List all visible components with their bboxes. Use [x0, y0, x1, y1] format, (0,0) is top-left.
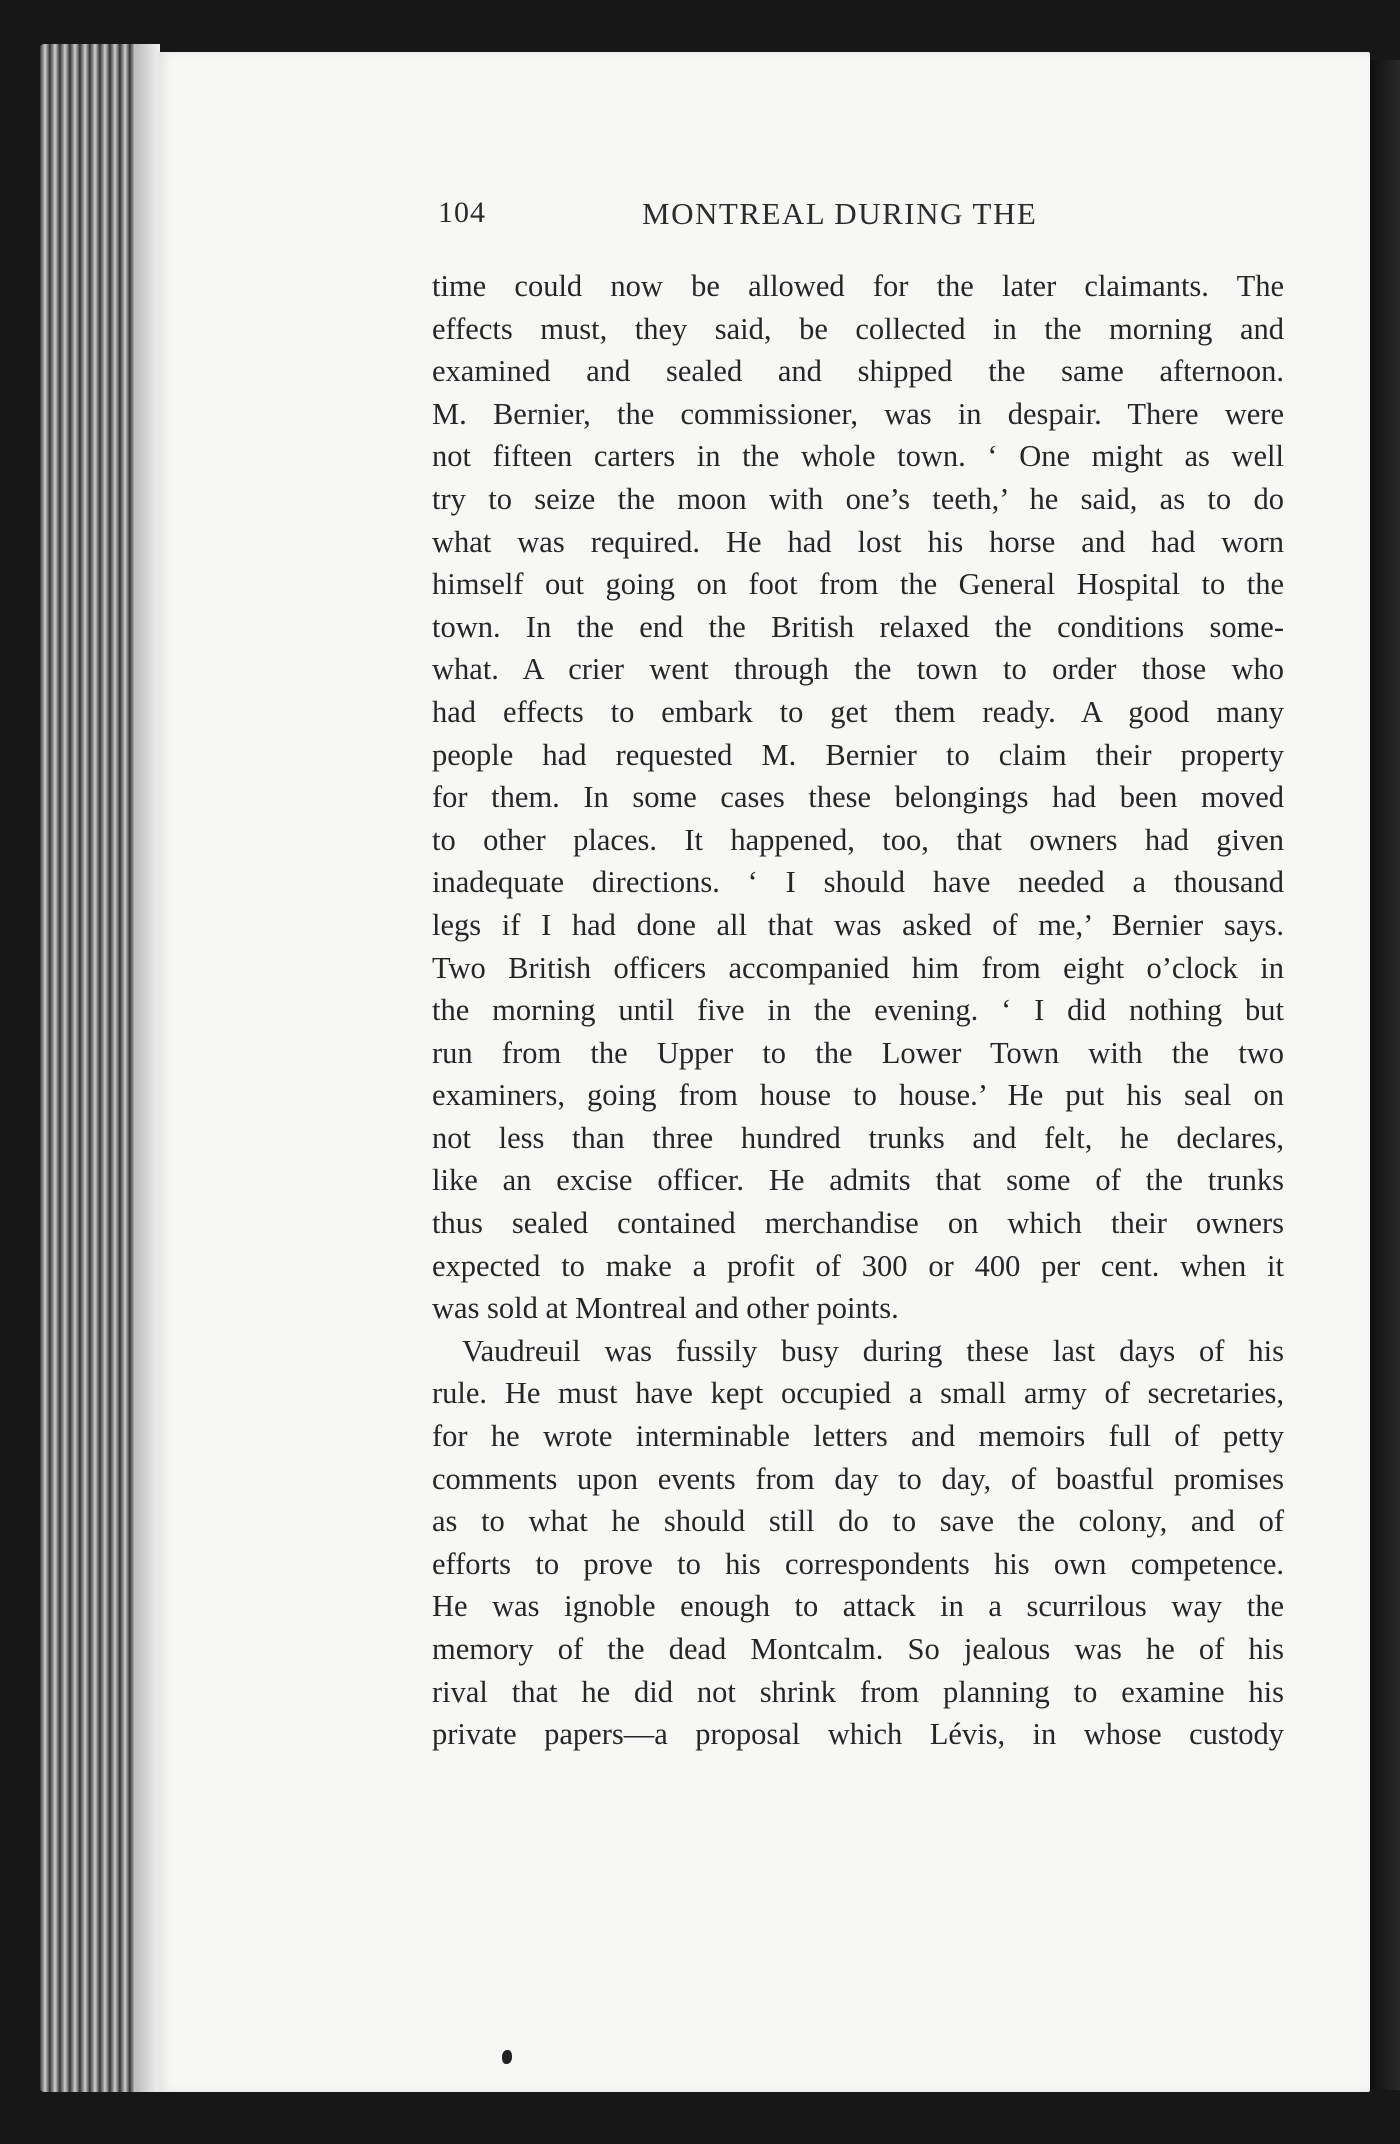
text-line: for them. In some cases these belongings had been moved — [432, 780, 1284, 815]
text-line: rival that he did not shrink from planning to examine his — [432, 1674, 1284, 1709]
book-page-edges — [40, 44, 160, 2092]
text-line: private papers—a proposal which Lévis, in whose custody — [432, 1717, 1284, 1752]
running-head-title: MONTREAL DURING THE — [642, 196, 1038, 231]
text-line: expected to make a profit of 300 or 400 per cent. when it — [432, 1248, 1284, 1283]
text-line: people had requested M. Bernier to claim their property — [432, 737, 1284, 772]
text-line: not less than three hundred trunks and felt, he declares, — [432, 1120, 1284, 1155]
text-line: not fifteen carters in the whole town. ‘ One might as well — [432, 439, 1284, 474]
running-head — [438, 196, 1280, 244]
text-line: to other places. It happened, too, that owners had given — [432, 822, 1284, 857]
page-number: 104 — [438, 196, 486, 229]
text-line: memory of the dead Montcalm. So jealous was he of his — [432, 1632, 1284, 1666]
text-line: run from the Upper to the Lower Town with the two — [432, 1035, 1284, 1070]
text-line: try to seize the moon with one’s teeth,’ he said, as to do — [432, 481, 1284, 516]
text-line: Two British officers accompanied him from eight o’clock in — [432, 950, 1284, 985]
text-line: inadequate directions. ‘ I should have needed a thousand — [432, 865, 1284, 900]
ink-speck — [502, 2050, 512, 2064]
text-line: had effects to embark to get them ready. A good many — [432, 694, 1284, 729]
text-line: examined and sealed and shipped the same afternoon. — [432, 354, 1284, 389]
text-line: thus sealed contained merchandise on which their owners — [432, 1206, 1284, 1241]
text-line: what. A crier went through the town to order those who — [432, 652, 1284, 687]
text-line: for he wrote interminable letters and memoirs full of petty — [432, 1419, 1284, 1454]
text-line: rule. He must have kept occupied a small army of secretaries, — [432, 1376, 1284, 1411]
scan-background-edge — [1370, 60, 1400, 2090]
text-line: as to what he should still do to save the colony, and of — [432, 1504, 1284, 1539]
paragraph-first-line: Vaudreuil was fussily busy during these last days of his — [462, 1333, 1284, 1368]
text-line: legs if I had done all that was asked of me,’ Bernier says. — [432, 907, 1284, 942]
text-line: efforts to prove to his correspondents his own competence. — [432, 1546, 1284, 1581]
text-line: the morning until five in the evening. ‘ I did nothing but — [432, 993, 1284, 1028]
text-line: He was ignoble enough to attack in a scurrilous way the — [432, 1589, 1284, 1624]
text-line: effects must, they said, be collected in the morning and — [432, 311, 1284, 346]
text-line: what was required. He had lost his horse and had worn — [432, 524, 1284, 559]
body-text — [432, 265, 1284, 1756]
paragraph-last-line: was sold at Montreal and other points. — [432, 1291, 899, 1326]
text-line: himself out going on foot from the General Hospital to the — [432, 567, 1284, 602]
text-line: like an excise officer. He admits that some of the trunks — [432, 1163, 1284, 1198]
text-line: examiners, going from house to house.’ He put his seal on — [432, 1078, 1284, 1113]
text-line: M. Bernier, the commissioner, was in despair. There were — [432, 396, 1284, 431]
text-line: town. In the end the British relaxed the conditions some- — [432, 609, 1284, 644]
text-line: time could now be allowed for the later claimants. The — [432, 269, 1284, 303]
text-line: comments upon events from day to day, of boastful promises — [432, 1461, 1284, 1496]
